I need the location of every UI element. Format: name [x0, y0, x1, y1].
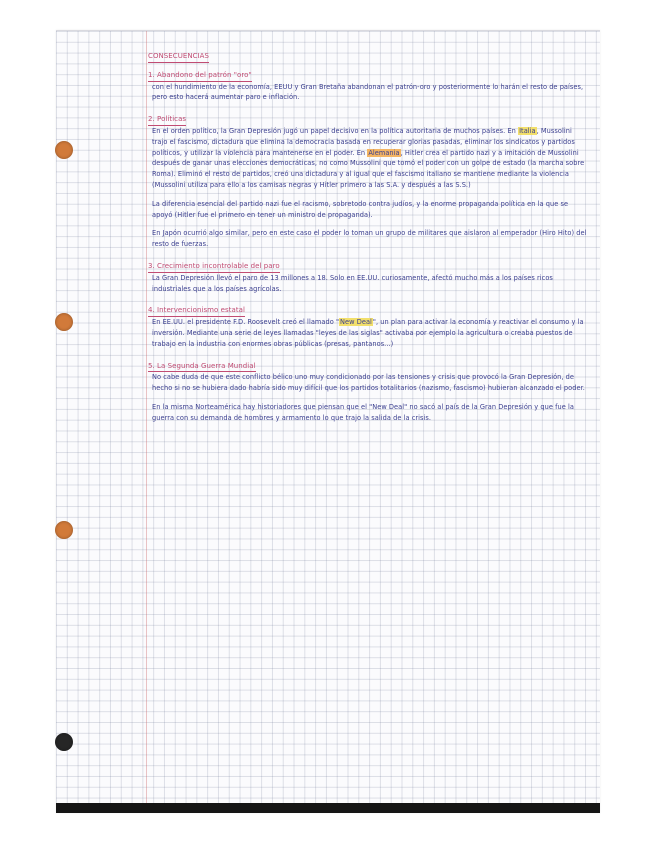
- section-intervencionismo-estatal: [148, 305, 588, 349]
- section-segunda-guerra-mundial: [148, 361, 588, 424]
- section-abandono-patron-oro: [148, 70, 588, 103]
- paragraph-with-highlights: En EE.UU. el presidente F.D. Roosevelt creó el llamado "New Deal", un plan para activar la economía y reactivar el consumo y la inversión. Mediante una serie de leyes llamadas "leyes de las siglas" activaba por ejemplo la agricultura o creaba puestos de trabajo en la industria con enormes obras públicas (presas, pantanos...): [152, 318, 584, 348]
- notebook-page: [56, 30, 600, 813]
- page-bottom-edge: [56, 803, 600, 813]
- paragraph: La diferencia esencial del partido nazi fue el racismo, sobretodo contra judíos, y la enorme propaganda política en la que se apoyó (Hitler fue el primero en tener un ministro de propaganda).: [152, 199, 569, 219]
- binder-hole-bottom: [55, 733, 73, 751]
- paragraph: No cabe duda de que este conflicto bélico uno muy condicionado por las tensiones y crisis que provocó la Gran Depresión, de hecho si no se hubiera dado habría sido muy difícil que los partidos totalitarios (nazismo, fascismo) hubieran alcanzado el poder.: [152, 373, 585, 393]
- section-heading: 4. Intervencionismo estatal: [148, 305, 245, 317]
- margin-line: [146, 31, 147, 813]
- binder-hole-upper-middle: [55, 313, 73, 331]
- paragraph-with-highlights: En el orden político, la Gran Depresión jugó un papel decisivo en la política autoritaria de muchos países. En Italia, Mussolini trajo el fascismo, dictadura que elimina la democracia basada en recuperar glorias pasadas, eliminar los sindicatos y partidos políticos, y utilizar la violencia para mantenerse en el poder. En Alemania, Hitler crea el partido nazi y a imitación de Mussolini después de ganar unas elecciones democráticas, no como Mussolini que tomó el poder con un golpe de estado (la marcha sobre Roma). Eliminó el resto de partidos, creó una dictadura y al igual que el fascismo italiano se mantiene mediante la violencia (Mussolini utiliza para ello a los camisas negras y Hitler primero a las S.A. y después a las S.S.): [152, 126, 585, 189]
- section-heading: 2. Políticas: [148, 114, 186, 126]
- section-heading: 3. Crecimiento incontrolable del paro: [148, 261, 280, 273]
- binder-hole-top: [55, 141, 73, 159]
- highlighted-term: Italia: [519, 126, 536, 135]
- paragraph: En la misma Norteamérica hay historiadores que piensan que el "New Deal" no sacó al país de la Gran Depresión y que fue la guerra con su demanda de hombres y armamento lo que trajo la salida de la crisis.: [152, 402, 574, 422]
- highlighted-term: Alemania: [368, 148, 400, 157]
- section-heading: 5. La Segunda Guerra Mundial: [148, 361, 256, 373]
- highlighted-term: New Deal: [340, 318, 372, 327]
- page-title: CONSECUENCIAS: [148, 51, 209, 63]
- handwritten-notes: [148, 51, 588, 435]
- paragraph: La Gran Depresión llevó el paro de 13 millones a 18. Solo en EE.UU. curiosamente, afectó mucho más a los países ricos industriales que a los países agrícolas.: [152, 273, 553, 293]
- paragraph: con el hundimiento de la economía, EEUU y Gran Bretaña abandonan el patrón-oro y posteriormente lo harán el resto de países, pero esto hacerá aumentar paro e inflación.: [152, 82, 584, 102]
- section-heading: 1. Abandono del patrón "oro": [148, 70, 252, 82]
- paragraph: En Japón ocurrió algo similar, pero en este caso el poder lo toman un grupo de militares que aislaron al emperador (Hiro Hito) del resto de fuerzas.: [152, 229, 587, 249]
- section-politicas: [148, 114, 588, 250]
- section-crecimiento-paro: [148, 261, 588, 294]
- binder-hole-lower-middle: [55, 521, 73, 539]
